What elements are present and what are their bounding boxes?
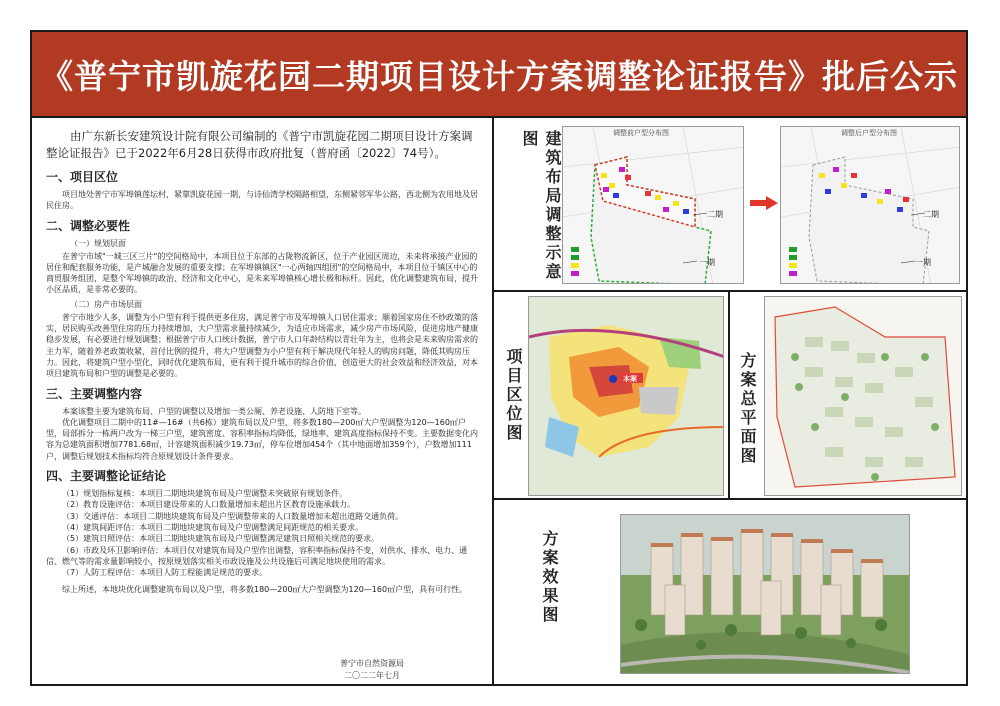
section-content-heading: 三、主要调整内容 [46,386,143,401]
section-content-text-2: 优化调整项目二期中的11#—16#（共6栋）建筑布局以及户型，将多数180—200㎡大户型调整为120—160㎡户型，局部拆分一栋两户改为一梯三户型，建筑密度、容积率指标均降低，绿地率、建筑高度指标保持不变。主要数据变化内容为总建筑面积增加7781.68㎡，计容建筑面积减少19.73㎡，停车位增加454个（其中地面增加359个），户数增加111户，调整后规划技术指标均符合原规划设计条件要求。 [46,417,478,461]
rendering-row [494,500,966,684]
layout-before-caption: 调整前户型分布图 [613,129,669,137]
conclusion-summary: 综上所述，本地块优化调整建筑布局以及户型，将多数180—200㎡大户型调整为120—160㎡户型，具有可行性。 [62,585,468,595]
phase1-label-before: 一期 [699,258,715,267]
conclusion-item: （7）人防工程评估：本项目人防工程能满足规范的要求。 [62,568,268,578]
subsection-market-heading: （二）房产市场层面 [70,299,142,309]
arrow-icon [750,196,778,210]
section-location-text: 项目地处普宁市军埠镇莲坛村，紧靠凯旋花园一期，与诗仙湾学校隔路相望，东侧紧邻军华公路，西北侧为农用地及居民住房。 [46,190,478,211]
subsection-market-text: 普宁市地少人多，调整为小户型有利于提供更多住房，满足普宁市及军埠镇人口居住需求；顺着国家房住不炒政策的落实，居民购买改善型住房的压力持续增加，大户型需求量持续减少，为适应市场需求，减少房产市场风险，促进房地产健康稳步发展，有必要进行规划调整；根据普宁市人口统计数据，普宁市人口年龄结构以青壮年为主，也将会是未来购房需求的主力军，随着养老政策收紧，首付比例的提升，将大户型调整为小户型有利于解决现代年轻人的购房问题，降低其购房压力。因此，将建筑户型小型化，同时优化建筑布局，更有利于提升城市的综合价值，创造更大的社会效益和经济效益，对本项目建筑布局和户型的调整是必要的。 [46,312,478,379]
signature-org: 普宁市自然资源局 [340,659,404,668]
section-location-heading: 一、项目区位 [46,170,119,184]
conclusion-item: （6）市政及环卫影响评估：本项目仅对建筑布局及户型作出调整，容积率指标保持不变，对供水、排水、电力、通信、燃气等的需求量影响较小，按原规划落实相关市政设施及公共设施后可满足地块使用的需求。 [46,545,468,566]
location-master-row [494,292,966,500]
signature-date: 二〇二二年七月 [344,671,400,680]
poster-frame [30,30,968,686]
rendering-label: 方案效果图 [540,530,559,625]
phase2-label-after: 二期 [923,210,939,219]
conclusion-item: （2）教育设施评估：本项目建设带来的人口数量增加未超出片区教育设施承载力。 [62,500,356,510]
layout-after-caption: 调整后户型分布图 [841,129,897,137]
layout-adjustment-row [494,118,966,292]
conclusion-item: （3）交通评估：本项目二期地块建筑布局及户型调整带来的人口数量增加未超出道路交通负荷。 [62,511,404,521]
phase1-label-after: 一期 [915,258,931,267]
text-column [32,118,494,684]
section-conclusion-heading: 四、主要调整论证结论 [46,469,167,484]
page-title: 《普宁市凯旋花园二期项目设计方案调整论证报告》批后公示 [32,32,966,118]
section-content-text-1: 本案该整主要为建筑布局、户型的调整以及增加一类公厕、养老设施、人防地下室等。 [62,406,366,416]
master-plan-image [764,296,962,496]
figure-column [494,118,966,684]
rendering-image [620,514,910,674]
section-necessity-heading: 二、调整必要性 [46,218,131,233]
layout-after-image [780,126,960,284]
layout-before-image [562,126,744,284]
subsection-planning-text: 在普宁市域"一城三区三片"的空间格局中，本项目位于东部的占陇物流新区，位于产业园区周边，未来将承接产业园的居住和配套服务功能，是产城融合发展的重要支撑；在军埠镇镇区"一心两轴四组团"的空间格局中，本项目位于镇区中心的商贸服务组团，是整个军埠镇的政治、经济和文化中心，是未来军埠镇核心增长极和标杆。因此，优化调整建筑布局，提升小区品质，是非常必要的。 [46,251,478,295]
location-map-label: 项目区位图 [504,348,523,443]
conclusion-item: （1）规划指标复核：本项目二期地块建筑布局及户型调整未突破原有规划条件。 [62,489,348,499]
site-tag: 本案 [623,375,637,383]
layout-adjustment-label: 建筑布局调整示意图 [520,130,562,282]
subsection-planning-heading: （一）规划层面 [70,238,126,248]
location-map-image [528,296,724,496]
phase2-label-before: 二期 [707,210,723,219]
conclusion-item: （5）建筑日照评估：本项目二期地块建筑布局及户型调整满足建筑日照相关规范的要求。 [62,534,380,544]
master-plan-label: 方案总平面图 [738,352,757,466]
intro-paragraph: 由广东新长安建筑设计院有限公司编制的《普宁市凯旋花园二期项目设计方案调整论证报告》已于2022年6月28日获得市政府批复（普府函〔2022〕74号）。 [46,129,473,160]
conclusion-item: （4）建筑间距评估：本项目二期地块建筑布局及户型调整满足间距规范的相关要求。 [62,522,364,532]
